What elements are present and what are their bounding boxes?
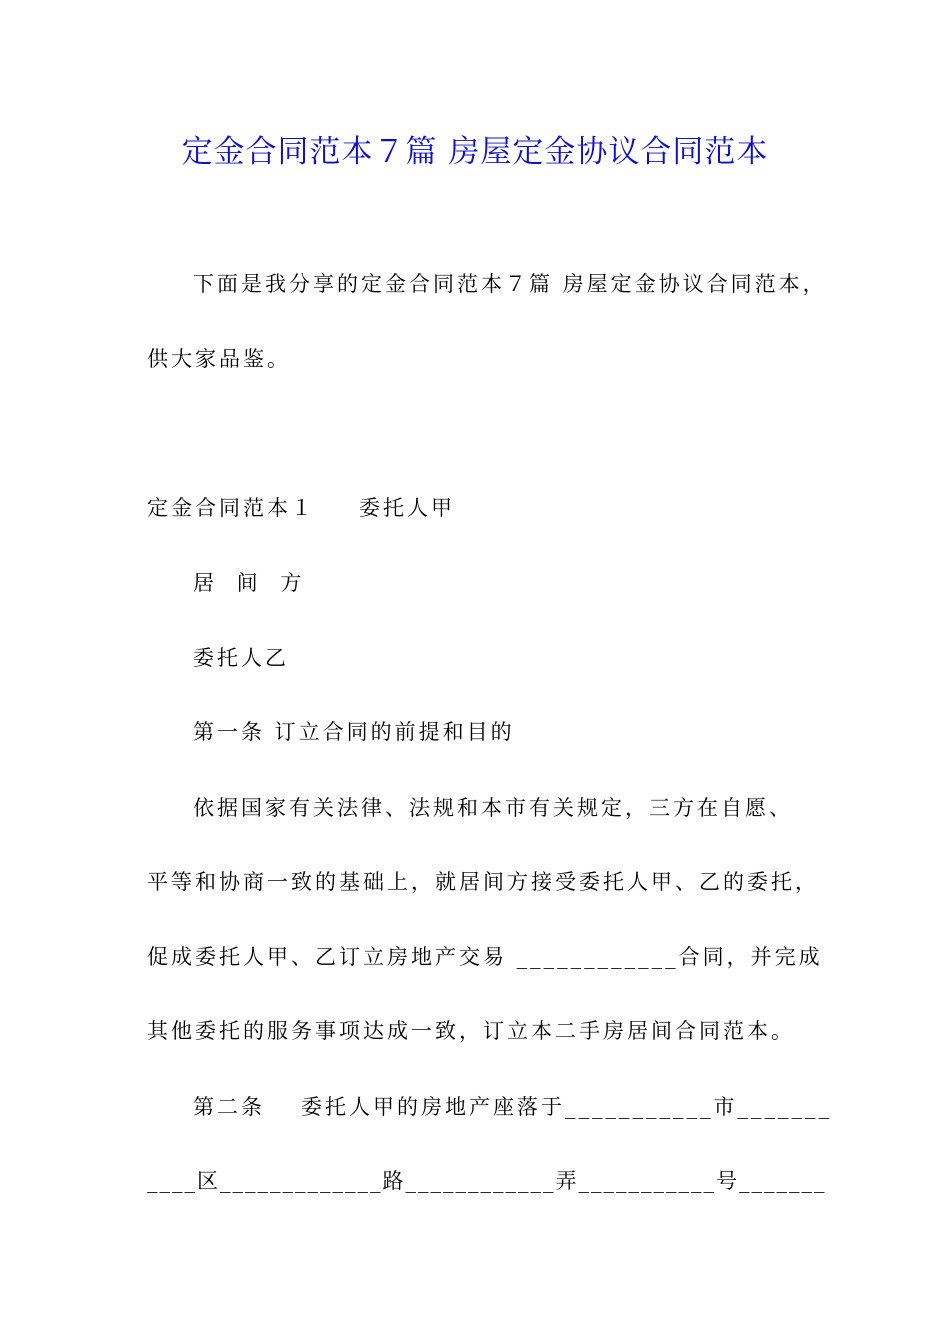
article-1-title: 第一条 订立合同的前提和目的 bbox=[193, 720, 515, 744]
broker-label: 居 间 方 bbox=[193, 571, 310, 595]
article-1-paragraph-line: 促成委托人甲、乙订立房地产交易 ____________合同，并完成 bbox=[147, 945, 823, 969]
section-heading-row bbox=[147, 493, 455, 523]
party-b-label: 委托人乙 bbox=[193, 646, 289, 670]
party-a-label: 委托人甲 bbox=[359, 496, 455, 520]
article-1-paragraph-line: 依据国家有关法律、法规和本市有关规定，三方在自愿、 bbox=[193, 796, 793, 820]
article-2-label: 第二条 bbox=[193, 1095, 265, 1119]
article-2-address-line: ____区_____________路____________弄___________号_______ bbox=[147, 1169, 827, 1193]
article-2-text: 委托人甲的房地产座落于___________市_______ bbox=[301, 1095, 832, 1119]
article-1-paragraph-line: 平等和协商一致的基础上，就居间方接受委托人甲、乙的委托， bbox=[147, 870, 819, 894]
section-heading: 定金合同范本１ bbox=[147, 496, 315, 520]
intro-line-2: 供大家品鉴。 bbox=[147, 347, 291, 371]
article-1-paragraph-line: 其他委托的服务事项达成一致，订立本二手房居间合同范本。 bbox=[147, 1019, 795, 1043]
intro-line-1: 下面是我分享的定金合同范本７篇 房屋定金协议合同范本， bbox=[193, 272, 827, 296]
document-title: 定金合同范本７篇 房屋定金协议合同范本 bbox=[181, 134, 769, 170]
article-2-row bbox=[193, 1092, 832, 1122]
